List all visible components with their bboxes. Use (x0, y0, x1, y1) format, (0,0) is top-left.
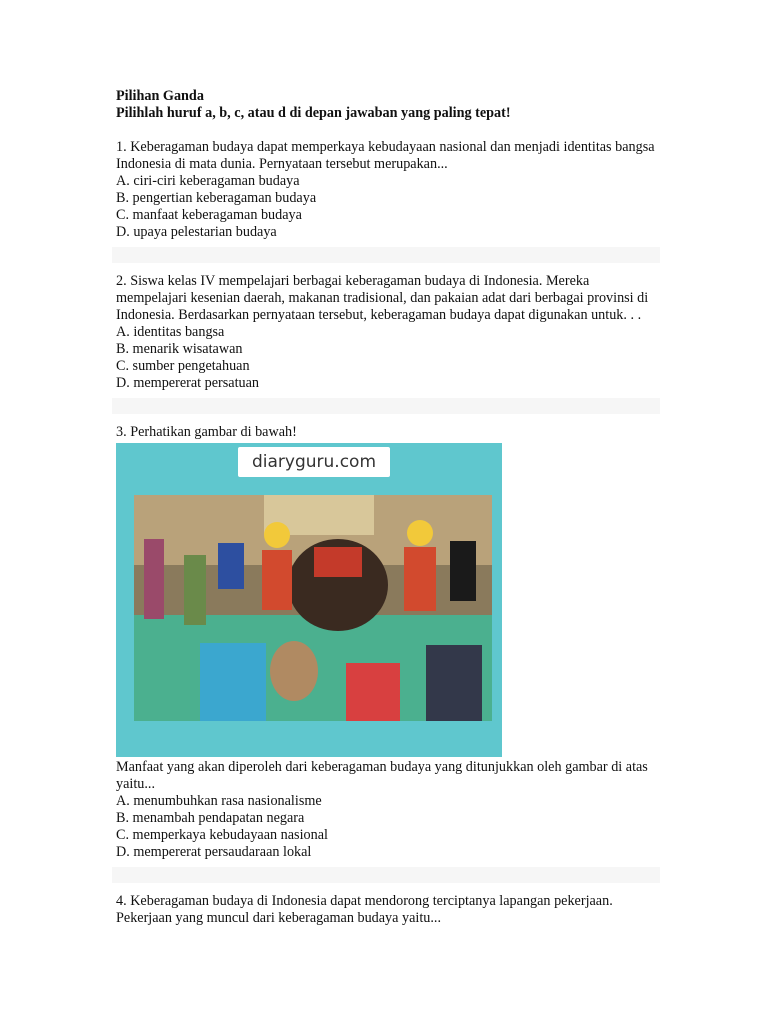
document-page (116, 88, 656, 927)
question-3-option-d: D. mempererat persaudaraan lokal (116, 844, 312, 860)
question-1-option-b: B. pengertian keberagaman budaya (116, 190, 317, 206)
question-2 (116, 273, 656, 392)
question-1-option-d: D. upaya pelestarian budaya (116, 224, 277, 240)
question-3 (116, 424, 656, 861)
question-1-option-a: A. ciri-ciri keberagaman budaya (116, 173, 300, 189)
question-3-option-a: A. menumbuhkan rasa nasionalisme (116, 793, 322, 809)
question-1-option-c: C. manfaat keberagaman budaya (116, 207, 302, 223)
question-4 (116, 893, 656, 927)
question-1-text: 1. Keberagaman budaya dapat memperkaya kebudayaan nasional dan menjadi identitas bangsa Indonesia di mata dunia. Pernyataan tersebut merupakan... (116, 139, 655, 172)
question-3-option-b: B. menambah pendapatan negara (116, 810, 305, 826)
separator (112, 247, 660, 263)
question-1 (116, 139, 656, 241)
barong-dance-photo (134, 495, 492, 721)
question-2-text: 2. Siswa kelas IV mempelajari berbagai keberagaman budaya di Indonesia. Mereka mempelajari kesenian daerah, makanan tradisional, dan pakaian adat dari berbagai provinsi di Indonesia. Berdasarkan pernyataan tersebut, keberagaman budaya dapat digunakan untuk. . . (116, 273, 649, 323)
question-2-option-d: D. mempererat persatuan (116, 375, 259, 391)
question-3-figure (116, 443, 502, 757)
question-2-option-c: C. sumber pengetahuan (116, 358, 250, 374)
separator (112, 398, 660, 414)
question-3-intro: 3. Perhatikan gambar di bawah! (116, 424, 297, 440)
watermark-label: diaryguru.com (238, 447, 390, 477)
separator (112, 867, 660, 883)
question-2-option-a: A. identitas bangsa (116, 324, 225, 340)
question-4-text: 4. Keberagaman budaya di Indonesia dapat mendorong terciptanya lapangan pekerjaan. Pekerjaan yang muncul dari keberagaman budaya yaitu... (116, 893, 613, 926)
question-2-option-b: B. menarik wisatawan (116, 341, 243, 357)
document-title: Pilihan Ganda (116, 88, 204, 104)
document-instruction: Pilihlah huruf a, b, c, atau d di depan jawaban yang paling tepat! (116, 105, 511, 121)
question-3-option-c: C. memperkaya kebudayaan nasional (116, 827, 328, 843)
question-3-text: Manfaat yang akan diperoleh dari keberagaman budaya yang ditunjukkan oleh gambar di atas yaitu... (116, 759, 648, 792)
